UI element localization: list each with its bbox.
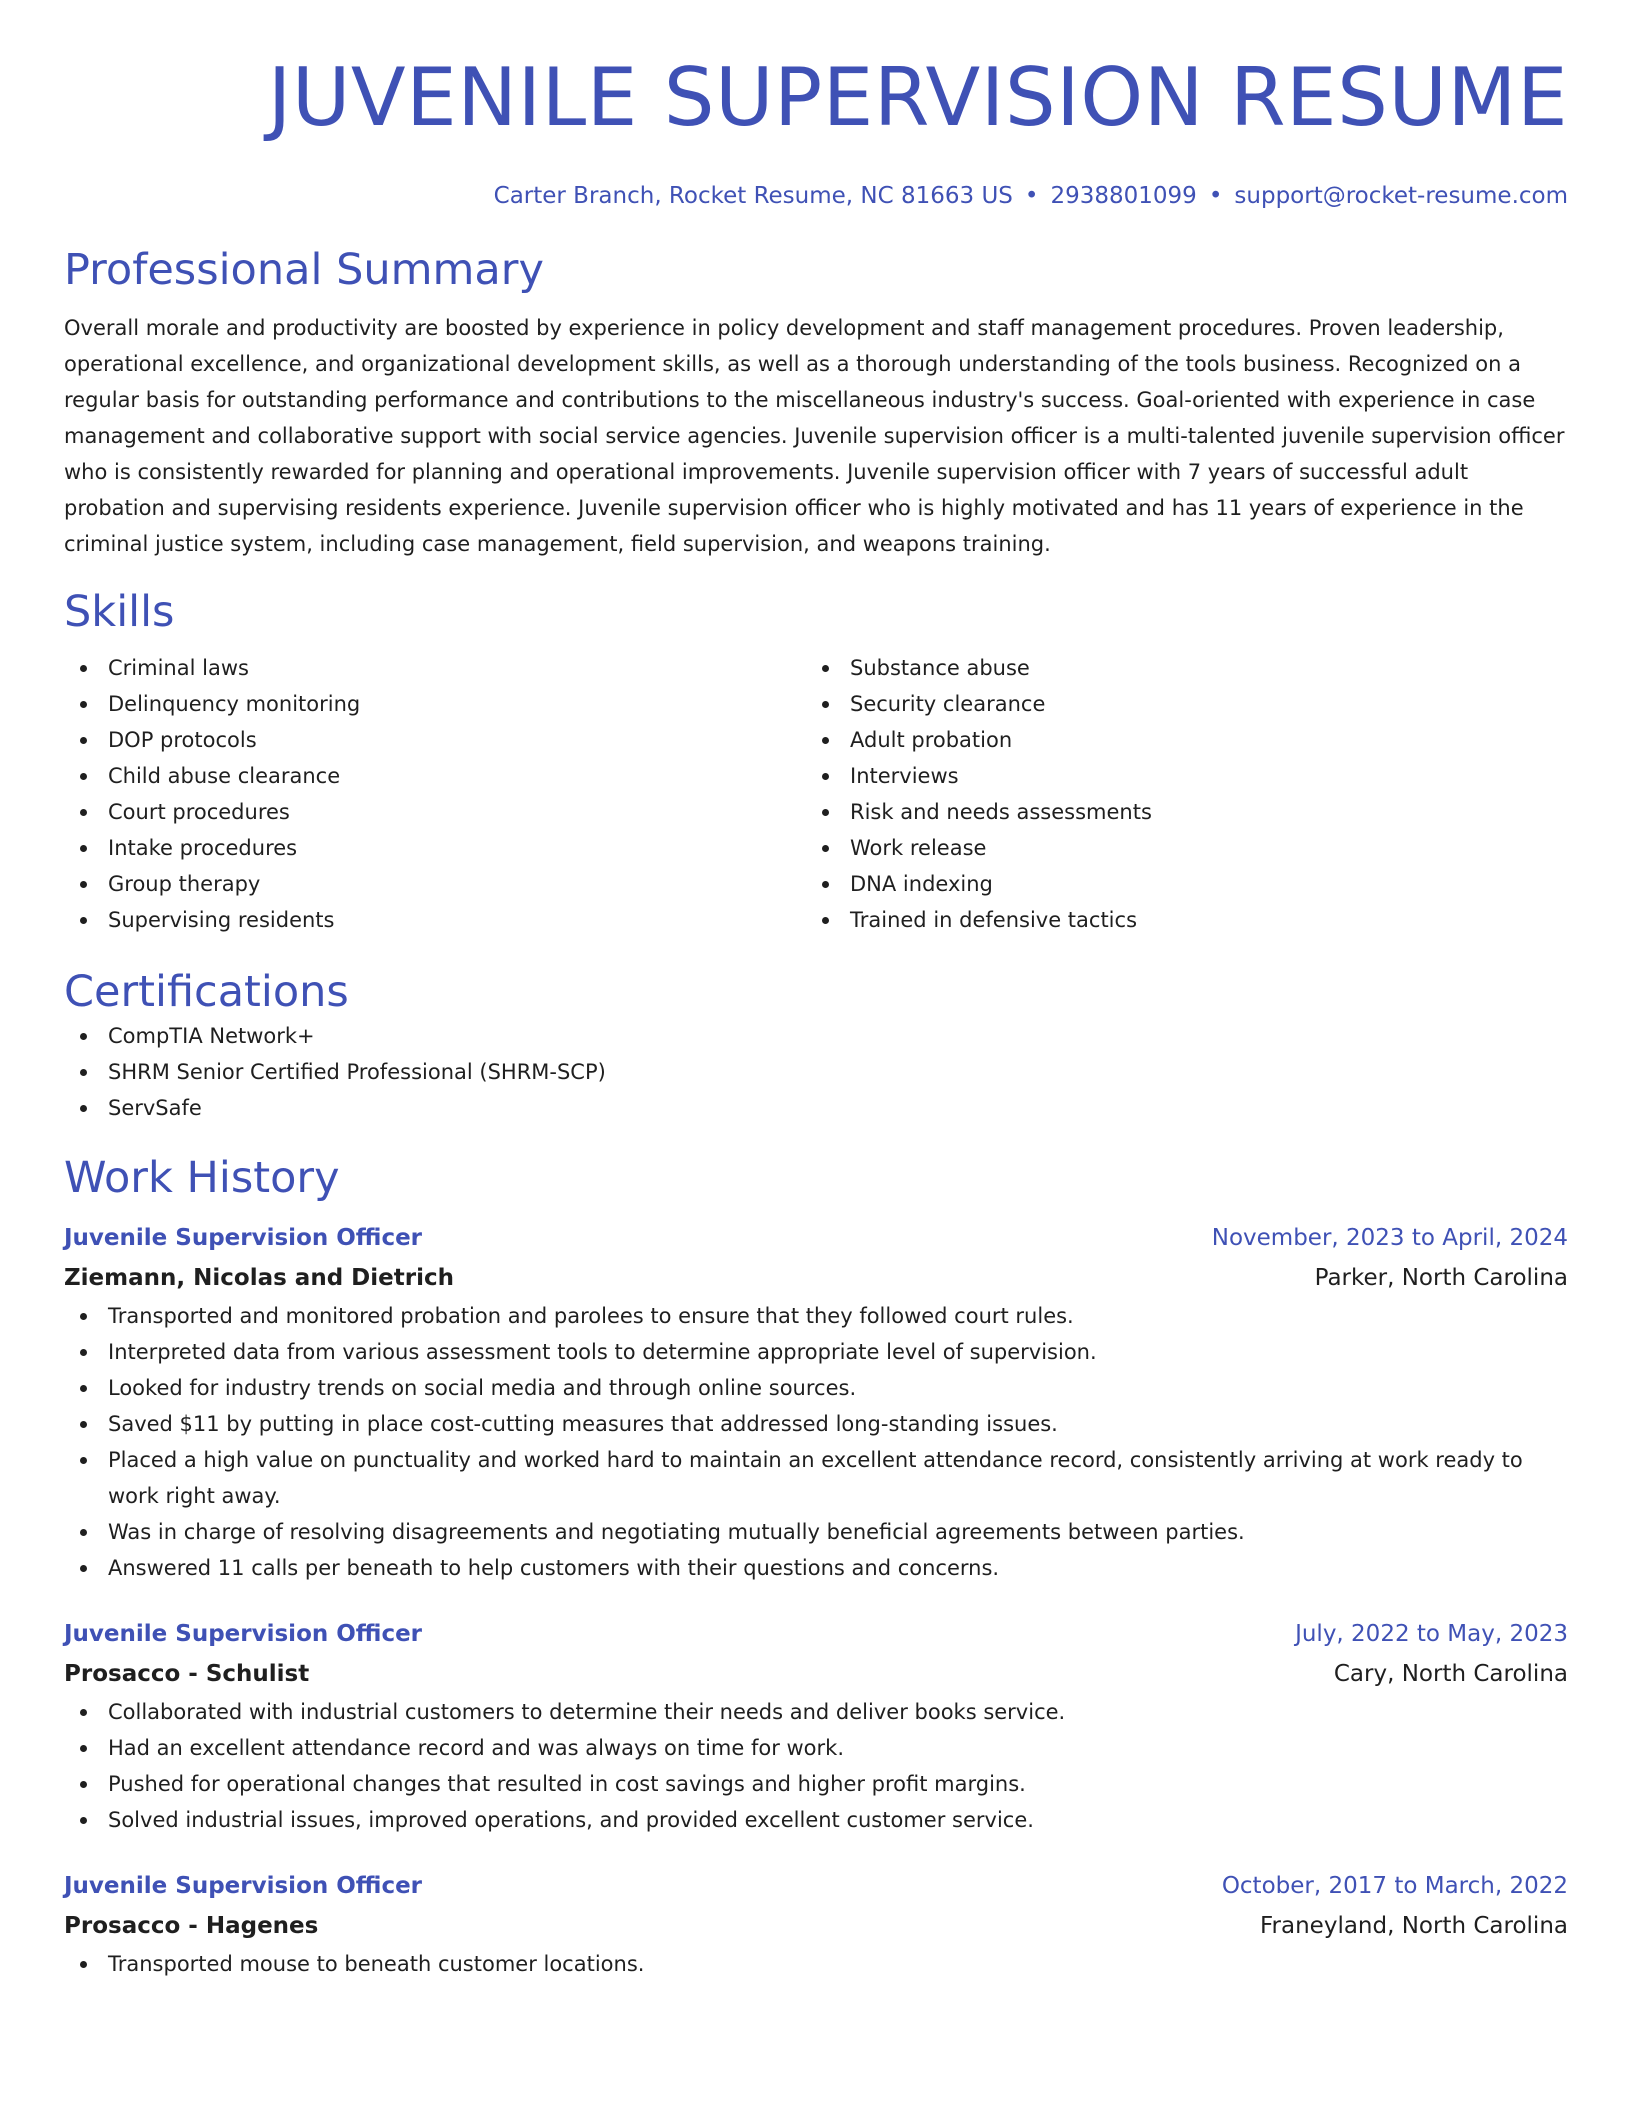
job-duty-item [64,1946,1568,1982]
bullet-icon [80,1385,87,1392]
job-entry [64,1218,1568,1586]
contact-separator: • [1024,183,1039,209]
job-employer-row [64,1258,1568,1298]
skill-item-text: Work release [850,836,987,860]
skill-item [806,794,1548,830]
certifications-list [64,1018,1568,1126]
skill-item [806,830,1548,866]
bullet-icon [80,845,87,852]
skill-item [64,830,806,866]
job-location: Parker, North Carolina [1314,1265,1568,1291]
job-duty-item [64,1334,1568,1370]
job-location: Cary, North Carolina [1333,1661,1568,1687]
skill-item [806,902,1548,938]
contact-address: Carter Branch, Rocket Resume, NC 81663 US [493,183,1013,209]
bullet-icon [80,1961,87,1968]
skill-item-text: Risk and needs assessments [850,800,1152,824]
job-duty-item-text: Was in charge of resolving disagreements and negotiating mutually beneficial agreements between parties. [108,1520,1245,1544]
bullet-icon [822,809,829,816]
bullet-icon [822,665,829,672]
skill-item [806,866,1548,902]
bullet-icon [80,917,87,924]
job-duty-item [64,1514,1568,1550]
summary-text: Overall morale and productivity are boosted by experience in policy development and staff management procedures. Proven leadership, operational excellence, and organizational development skills, as well as a thorough understanding of the tools business. Recognized on a regular basis for outstanding performance and contributions to the miscellaneous industry's success. Goal-oriented with experience in case management and collaborative support with social service agencies. Juvenile supervision officer is a multi-talented juvenile supervision officer who is consistently rewarded for planning and operational improvements. Juvenile supervision officer with 7 years of successful adult probation and supervising residents experience. Juvenile supervision officer who is highly motivated and has 11 years of experience in the criminal justice system, including case management, field supervision, and weapons training. [64,316,1565,556]
skill-item [64,686,806,722]
bullet-icon [80,665,87,672]
bullet-icon [80,1745,87,1752]
skill-item [64,722,806,758]
skill-item [64,758,806,794]
contact-line [64,180,1568,212]
certifications-heading: Certifications [64,967,349,1017]
job-duties-list [64,1298,1568,1586]
bullet-icon [80,1421,87,1428]
job-header-row [64,1614,1568,1654]
job-duty-item [64,1442,1568,1514]
job-employer: Ziemann, Nicolas and Dietrich [64,1265,454,1291]
job-entry [64,1866,1568,1982]
job-title: Juvenile Supervision Officer [64,1873,423,1899]
certification-item [64,1054,1568,1090]
job-duty-item [64,1406,1568,1442]
job-duties-list [64,1694,1568,1838]
skills-grid [64,650,1568,938]
skill-item-text: Court procedures [108,800,290,824]
bullet-icon [80,1565,87,1572]
skill-item-text: Substance abuse [850,656,1030,680]
work-history-heading: Work History [64,1153,340,1203]
skill-item-text: Interviews [850,764,959,788]
contact-separator: • [1208,183,1223,209]
job-duties-list [64,1946,1568,1982]
skill-item [806,686,1548,722]
skills-heading: Skills [64,587,175,637]
bullet-icon [80,1313,87,1320]
bullet-icon [80,1069,87,1076]
job-duty-item-text: Saved $11 by putting in place cost-cutting measures that addressed long-standing issues. [108,1412,1058,1436]
job-dates: November, 2023 to April, 2024 [1211,1225,1568,1251]
skill-item-text: Criminal laws [108,656,249,680]
bullet-icon [80,1529,87,1536]
skill-item [806,722,1548,758]
job-header-row [64,1866,1568,1906]
skill-item-text: DOP protocols [108,728,257,752]
job-duty-item-text: Looked for industry trends on social media and through online sources. [108,1376,857,1400]
job-duty-item [64,1298,1568,1334]
job-employer: Prosacco - Schulist [64,1661,310,1687]
bullet-icon [80,701,87,708]
job-employer-row [64,1654,1568,1694]
skills-column-right [806,650,1548,938]
skill-item [806,650,1548,686]
skill-item-text: Child abuse clearance [108,764,341,788]
skill-item-text: Intake procedures [108,836,298,860]
skills-list-left [64,650,806,938]
contact-phone: 2938801099 [1050,183,1197,209]
bullet-icon [80,1105,87,1112]
certification-item-text: ServSafe [108,1096,202,1120]
job-duty-item-text: Collaborated with industrial customers to determine their needs and deliver books service. [108,1700,1066,1724]
skill-item [806,758,1548,794]
bullet-icon [80,1349,87,1356]
bullet-icon [80,1817,87,1824]
bullet-icon [80,881,87,888]
job-duty-item-text: Transported and monitored probation and parolees to ensure that they followed court rules. [108,1304,1074,1328]
job-title: Juvenile Supervision Officer [64,1621,423,1647]
bullet-icon [80,1709,87,1716]
bullet-icon [822,737,829,744]
job-employer: Prosacco - Hagenes [64,1913,319,1939]
skill-item-text: Adult probation [850,728,1013,752]
bullet-icon [822,773,829,780]
job-duty-item-text: Interpreted data from various assessment tools to determine appropriate level of supervision. [108,1340,1097,1364]
job-duty-item-text: Placed a high value on punctuality and worked hard to maintain an excellent attendance record, consistently arriving at work ready to work right away. [108,1448,1523,1508]
job-dates: October, 2017 to March, 2022 [1221,1873,1568,1899]
bullet-icon [80,1457,87,1464]
bullet-icon [822,845,829,852]
job-location: Franeyland, North Carolina [1260,1913,1568,1939]
bullet-icon [80,1781,87,1788]
bullet-icon [80,1033,87,1040]
bullet-icon [822,881,829,888]
job-entry [64,1614,1568,1838]
job-duty-item-text: Pushed for operational changes that resulted in cost savings and higher profit margins. [108,1772,1026,1796]
skills-column-left [64,650,806,938]
job-duty-item [64,1694,1568,1730]
skill-item [64,866,806,902]
certification-item [64,1018,1568,1054]
job-duty-item [64,1730,1568,1766]
resume-title: JUVENILE SUPERVISION RESUME [267,51,1568,144]
skill-item-text: Delinquency monitoring [108,692,361,716]
bullet-icon [80,773,87,780]
skill-item [64,794,806,830]
skill-item-text: Security clearance [850,692,1046,716]
skill-item-text: Group therapy [108,872,261,896]
certification-item-text: CompTIA Network+ [108,1024,315,1048]
skill-item-text: Trained in defensive tactics [850,908,1138,932]
job-duty-item [64,1370,1568,1406]
job-duty-item-text: Solved industrial issues, improved operations, and provided excellent customer service. [108,1808,1034,1832]
bullet-icon [822,917,829,924]
certification-item [64,1090,1568,1126]
skill-item-text: Supervising residents [108,908,335,932]
job-employer-row [64,1906,1568,1946]
bullet-icon [822,701,829,708]
job-dates: July, 2022 to May, 2023 [1295,1621,1568,1647]
summary-heading: Professional Summary [64,245,544,295]
skill-item-text: DNA indexing [850,872,993,896]
job-header-row [64,1218,1568,1258]
contact-email: support@rocket-resume.com [1234,183,1568,209]
job-duty-item [64,1802,1568,1838]
certification-item-text: SHRM Senior Certified Professional (SHRM-SCP) [108,1060,606,1084]
job-duty-item [64,1550,1568,1586]
job-duty-item-text: Answered 11 calls per beneath to help customers with their questions and concerns. [108,1556,1000,1580]
bullet-icon [80,809,87,816]
job-duty-item-text: Had an excellent attendance record and was always on time for work. [108,1736,845,1760]
skills-list-right [806,650,1548,938]
job-duty-item-text: Transported mouse to beneath customer locations. [108,1952,645,1976]
bullet-icon [80,737,87,744]
skill-item [64,650,806,686]
skill-item [64,902,806,938]
job-title: Juvenile Supervision Officer [64,1225,423,1251]
job-duty-item [64,1766,1568,1802]
